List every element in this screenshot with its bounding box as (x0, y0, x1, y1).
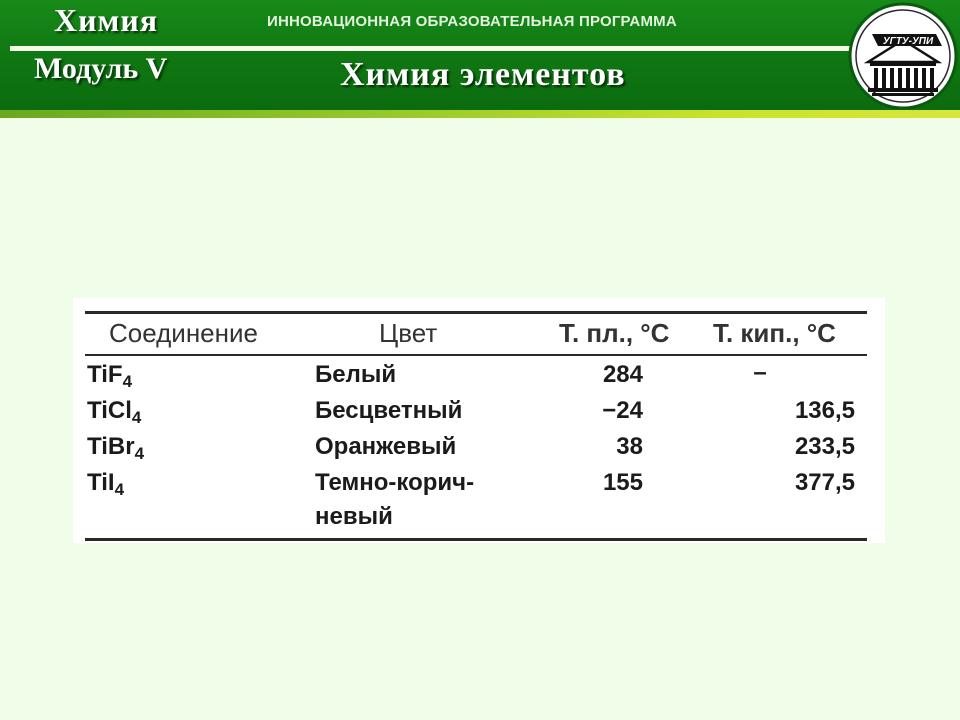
column-header-compound: Соединение (109, 318, 258, 348)
properties-table (73, 298, 885, 543)
banner-divider (10, 46, 890, 51)
table-row-formula: TiF$_4$ (87, 361, 133, 391)
table-row-melting-point: 155 (602, 469, 643, 496)
topic-title: Химия элементов (340, 56, 626, 93)
table-row-formula: TiBr$_4$ (87, 433, 145, 463)
university-logo-icon (846, 0, 960, 112)
table-header-rule (85, 354, 867, 356)
svg-text:УГТУ-УПИ: УГТУ-УПИ (882, 36, 934, 47)
table-row-melting-point: 38 (616, 433, 643, 460)
program-title: ИННОВАЦИОННАЯ ОБРАЗОВАТЕЛЬНАЯ ПРОГРАММА (267, 13, 677, 30)
column-header-color: Цвет (379, 318, 438, 348)
subject-title: Химия (54, 2, 159, 38)
table-row-color: Бесцветный (315, 397, 463, 424)
table-row-melting-point: 284 (602, 361, 643, 388)
table-top-rule (85, 311, 867, 314)
table-row-boiling-point: 136,5 (794, 397, 855, 424)
banner-accent-stripe (0, 110, 960, 118)
table-row-boiling-point: 233,5 (794, 433, 855, 460)
table-row-color-continued: невый (315, 503, 393, 530)
table-row-color: Оранжевый (315, 433, 457, 460)
table-bottom-rule (85, 538, 867, 541)
table-row-boiling-point: – (753, 359, 767, 386)
table-row-color: Темно-корич- (315, 469, 475, 496)
table-row-melting-point: −24 (602, 397, 643, 424)
table-row-boiling-point: 377,5 (794, 469, 855, 496)
column-header-melting-point: Т. пл., °С (559, 318, 670, 348)
module-label: Модуль V (34, 52, 168, 85)
table-row-color: Белый (315, 361, 397, 388)
header-banner (0, 0, 960, 118)
column-header-boiling-point: Т. кип., °С (713, 318, 836, 348)
table-row-formula: TiCl$_4$ (87, 397, 142, 427)
table-row-formula: TiI$_4$ (87, 469, 125, 499)
